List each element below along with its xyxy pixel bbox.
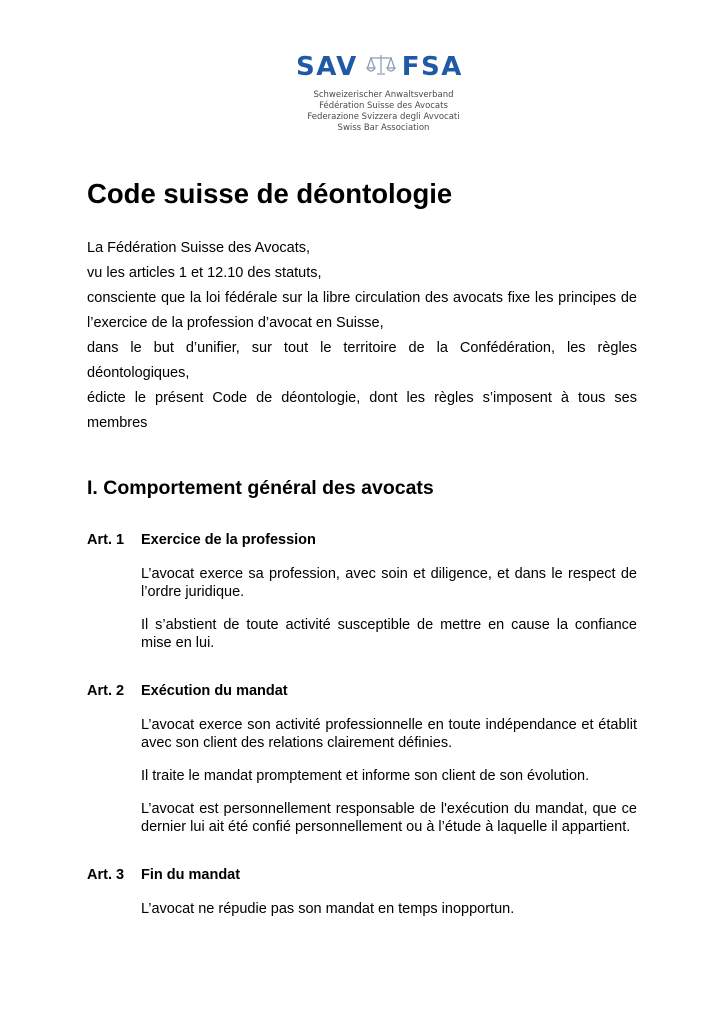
article-3 bbox=[87, 866, 637, 918]
preamble-line: membres bbox=[87, 415, 148, 431]
document-title: Code suisse de déontologie bbox=[87, 178, 453, 209]
article-paragraph bbox=[141, 616, 637, 652]
logo-mark bbox=[296, 52, 471, 82]
article-title: Exercice de la profession bbox=[141, 532, 316, 548]
article-heading bbox=[87, 682, 637, 700]
paragraph-line: L’avocat exerce son activité professionnelle en toute indépendance et établit bbox=[141, 717, 637, 733]
logo-line-it: Federazione Svizzera degli Avvocati bbox=[307, 112, 460, 122]
preamble-line: La Fédération Suisse des Avocats, bbox=[87, 240, 311, 256]
paragraph-line: Il s’abstient de toute activité susceptible de mettre en cause la confiance bbox=[141, 617, 637, 633]
preamble-line: consciente que la loi fédérale sur la libre circulation des avocats fixe les principes de bbox=[87, 290, 637, 306]
logo-word-sav: SAV bbox=[296, 52, 358, 82]
logo-word-fsa: FSA bbox=[401, 52, 463, 82]
paragraph-line: Il traite le mandat promptement et informe son client de son évolution. bbox=[141, 768, 590, 784]
article-number: Art. 1 bbox=[87, 532, 125, 548]
article-paragraph bbox=[141, 900, 637, 918]
paragraph-line: mise en lui. bbox=[141, 635, 215, 651]
preamble bbox=[87, 236, 637, 436]
article-paragraph bbox=[141, 800, 637, 836]
section-heading: I. Comportement général des avocats bbox=[87, 477, 434, 499]
preamble-line: l’exercice de la profession d’avocat en Suisse, bbox=[87, 315, 384, 331]
paragraph-line: dernier lui ait été confié personnellement ou à l’étude à laquelle il appartient. bbox=[141, 819, 631, 835]
article-title: Fin du mandat bbox=[141, 867, 241, 883]
article-paragraph bbox=[141, 767, 637, 785]
logo-line-fr: Fédération Suisse des Avocats bbox=[319, 101, 448, 111]
preamble-line: vu les articles 1 et 12.10 des statuts, bbox=[87, 265, 322, 281]
preamble-line: déontologiques, bbox=[87, 365, 190, 381]
article-heading bbox=[87, 866, 637, 884]
article-paragraph bbox=[141, 716, 637, 752]
article-2 bbox=[87, 682, 637, 836]
logo-subtitle bbox=[296, 90, 471, 134]
paragraph-line: l’ordre juridique. bbox=[141, 584, 245, 600]
article-number: Art. 3 bbox=[87, 867, 125, 883]
article-heading bbox=[87, 531, 637, 549]
article-title: Exécution du mandat bbox=[141, 683, 288, 699]
association-logo bbox=[296, 52, 471, 134]
preamble-line: dans le but d’unifier, sur tout le territoire de la Confédération, les règles bbox=[87, 340, 637, 356]
article-paragraph bbox=[141, 565, 637, 601]
paragraph-line: L’avocat ne répudie pas son mandat en temps inopportun. bbox=[141, 901, 515, 917]
article-1 bbox=[87, 531, 637, 652]
preamble-line: édicte le présent Code de déontologie, dont les règles s’imposent à tous ses bbox=[87, 390, 637, 406]
paragraph-line: avec son client des relations clairement définies. bbox=[141, 735, 453, 751]
article-number: Art. 2 bbox=[87, 683, 125, 699]
logo-line-de: Schweizerischer Anwaltsverband bbox=[313, 90, 454, 100]
paragraph-line: L’avocat exerce sa profession, avec soin et diligence, et dans le respect de bbox=[141, 566, 637, 582]
scales-of-justice-icon bbox=[366, 53, 396, 82]
paragraph-line: L’avocat est personnellement responsable de l'exécution du mandat, que ce bbox=[141, 801, 637, 817]
logo-line-en: Swiss Bar Association bbox=[337, 123, 430, 133]
